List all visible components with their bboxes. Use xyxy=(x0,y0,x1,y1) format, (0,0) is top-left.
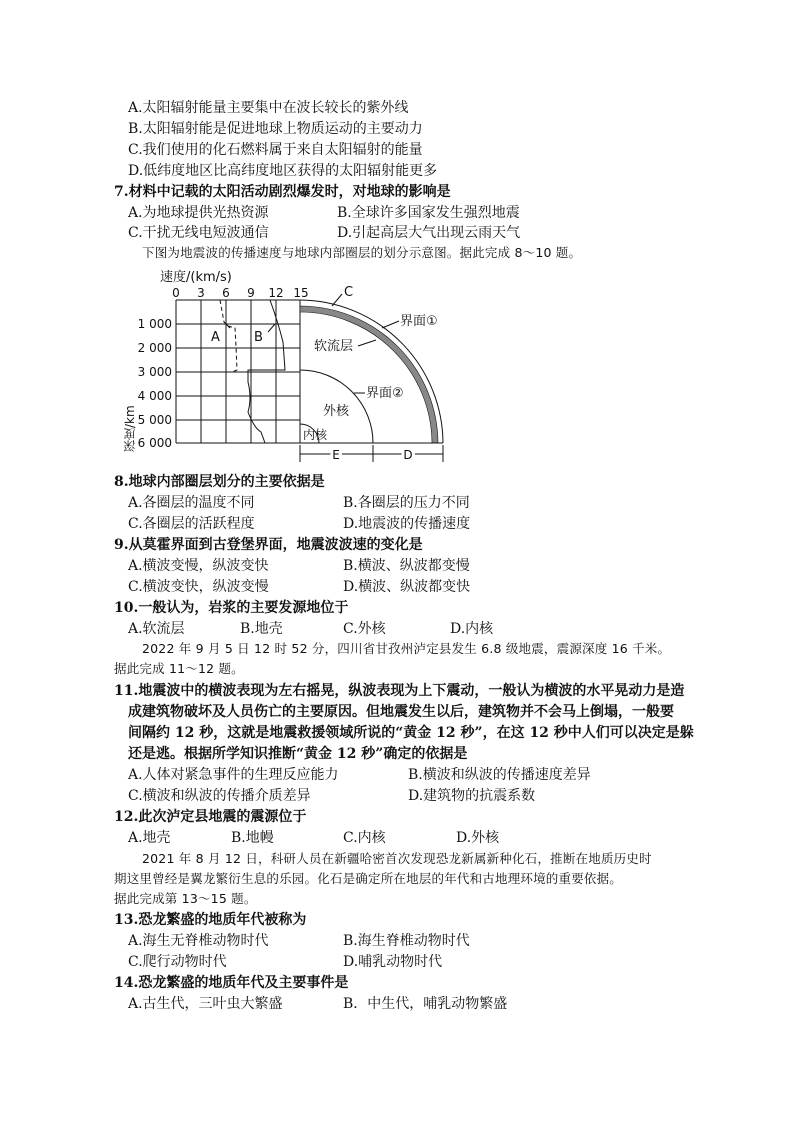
q7-option-a: A.为地球提供光热资源 xyxy=(128,205,269,221)
q13-stem: 13.恐龙繁盛的地质年代被称为 xyxy=(114,912,307,928)
seismic-diagram xyxy=(120,262,460,472)
q10-option-d: D.内核 xyxy=(450,621,494,637)
speed-axis-label: 速度/(km/s) xyxy=(160,270,232,285)
asthenosphere-pointer xyxy=(358,340,376,346)
q10-stem: 10.一般认为，岩浆的主要发源地位于 xyxy=(114,600,349,616)
intro-13-15-line1: 2021 年 8 月 12 日，科研人员在新疆哈密首次发现恐龙新属新种化石，推断在地质历史时 xyxy=(142,851,652,866)
q14-option-b: B．中生代，哺乳动物繁盛 xyxy=(343,996,508,1012)
q6-option-c: C.我们使用的化石燃料属于来自太阳辐射的能量 xyxy=(128,142,423,158)
interface-1-pointer xyxy=(382,321,399,328)
q11-stem-line3: 间隔约 12 秒，这就是地震救援领域所说的“黄金 12 秒”，在这 12 秒中人们可以决定是躲 xyxy=(128,725,694,741)
q6-option-a: A.太阳辐射能量主要集中在波长较长的紫外线 xyxy=(128,100,409,116)
q12-option-b: B.地幔 xyxy=(231,830,274,846)
q14-option-a: A.古生代，三叶虫大繁盛 xyxy=(128,996,283,1012)
speed-tick: 0 xyxy=(172,286,180,300)
q13-option-b: B.海生脊椎动物时代 xyxy=(343,933,470,949)
layer-c-pointer xyxy=(332,294,342,306)
wave-b-pointer xyxy=(268,324,275,332)
q11-option-b: B.横波和纵波的传播速度差异 xyxy=(408,767,591,783)
q10-option-a: A.软流层 xyxy=(128,621,185,637)
depth-tick: 4 000 xyxy=(137,389,172,403)
depth-tick: 5 000 xyxy=(137,413,172,427)
q12-option-d: D.外核 xyxy=(456,830,500,846)
q8-option-a: A.各圈层的温度不同 xyxy=(128,495,255,511)
q8-option-c: C.各圈层的活跃程度 xyxy=(128,516,255,532)
q13-option-a: A.海生无脊椎动物时代 xyxy=(128,933,269,949)
q8-option-d: D.地震波的传播速度 xyxy=(343,516,471,532)
q11-stem-line1: 11.地震波中的横波表现为左右摇晃，纵波表现为上下震动，一般认为横波的水平晃动力是造 xyxy=(114,683,685,699)
inner-core-label: 内核 xyxy=(303,428,328,442)
q9-option-d: D.横波、纵波都变快 xyxy=(343,579,471,595)
q12-option-a: A.地壳 xyxy=(128,830,171,846)
speed-tick: 15 xyxy=(293,286,309,300)
speed-tick: 9 xyxy=(247,286,255,300)
q10-option-c: C.外核 xyxy=(343,621,386,637)
depth-tick: 1 000 xyxy=(137,317,172,331)
q12-stem: 12.此次泸定县地震的震源位于 xyxy=(114,809,307,825)
intro-11-12-line1: 2022 年 9 月 5 日 12 时 52 分，四川省甘孜州泸定县发生 6.8 级地震，震源深度 16 千米。 xyxy=(142,641,671,656)
intro-11-12-line2: 据此完成 11～12 题。 xyxy=(114,661,244,676)
q7-option-b: B.全球许多国家发生强烈地震 xyxy=(337,205,520,221)
q9-option-a: A.横波变慢，纵波变快 xyxy=(128,558,269,574)
depth-tick: 2 000 xyxy=(137,341,172,355)
q8-stem: 8.地球内部圈层划分的主要依据是 xyxy=(114,474,325,490)
wave-a-curve xyxy=(220,300,237,372)
interface-2-label: 界面② xyxy=(366,386,404,401)
depth-tick: 6 000 xyxy=(137,436,172,450)
q8-option-b: B.各圈层的压力不同 xyxy=(343,495,470,511)
q9-stem: 9.从莫霍界面到古登堡界面，地震波波速的变化是 xyxy=(114,537,423,553)
intro-13-15-line3: 据此完成第 13～15 题。 xyxy=(114,891,257,906)
intro-8-10: 下图为地震波的传播速度与地球内部圈层的划分示意图。据此完成 8～10 题。 xyxy=(142,245,582,260)
q6-option-b: B.太阳辐射能是促进地球上物质运动的主要动力 xyxy=(128,121,423,137)
q12-option-c: C.内核 xyxy=(343,830,386,846)
depth-axis-label: 深度/km xyxy=(123,405,137,452)
span-e-label: E xyxy=(332,448,340,462)
interface-1-label: 界面① xyxy=(400,314,438,329)
q11-stem-line4: 还是逃。根据所学知识推断“黄金 12 秒”确定的依据是 xyxy=(128,746,468,762)
grid xyxy=(176,300,300,443)
q11-option-d: D.建筑物的抗震系数 xyxy=(408,788,536,804)
outer-core-label: 外核 xyxy=(323,404,350,419)
q7-option-c: C.干扰无线电短波通信 xyxy=(128,225,269,241)
q9-option-c: C.横波变快，纵波变慢 xyxy=(128,579,269,595)
speed-tick: 3 xyxy=(197,286,205,300)
q13-option-d: D.哺乳动物时代 xyxy=(343,954,443,970)
q7-option-d: D.引起高层大气出现云雨天气 xyxy=(337,225,521,241)
q10-option-b: B.地壳 xyxy=(240,621,283,637)
q11-option-c: C.横波和纵波的传播介质差异 xyxy=(128,788,311,804)
q7-stem: 7.材料中记载的太阳活动剧烈爆发时，对地球的影响是 xyxy=(114,184,451,200)
span-d-label: D xyxy=(403,448,413,462)
speed-tick: 12 xyxy=(268,286,284,300)
wave-b-label: B xyxy=(254,330,263,345)
speed-tick: 6 xyxy=(222,286,230,300)
asthenosphere-label: 软流层 xyxy=(314,339,354,354)
wave-a-label: A xyxy=(211,330,220,345)
q11-stem-line2: 成建筑物破坏及人员伤亡的主要原因。但地震发生以后，建筑物并不会马上倒塌，一般要 xyxy=(128,704,674,720)
q14-stem: 14.恐龙繁盛的地质年代及主要事件是 xyxy=(114,975,349,991)
q13-option-c: C.爬行动物时代 xyxy=(128,954,227,970)
layer-c-label: C xyxy=(344,285,354,300)
depth-tick: 3 000 xyxy=(137,365,172,379)
intro-13-15-line2: 期这里曾经是翼龙繁衍生息的乐园。化石是确定所在地层的年代和古地理环境的重要依据。 xyxy=(114,871,623,886)
q9-option-b: B.横波、纵波都变慢 xyxy=(343,558,470,574)
q6-option-d: D.低纬度地区比高纬度地区获得的太阳辐射能更多 xyxy=(128,163,438,179)
q11-option-a: A.人体对紧急事件的生理反应能力 xyxy=(128,767,339,783)
